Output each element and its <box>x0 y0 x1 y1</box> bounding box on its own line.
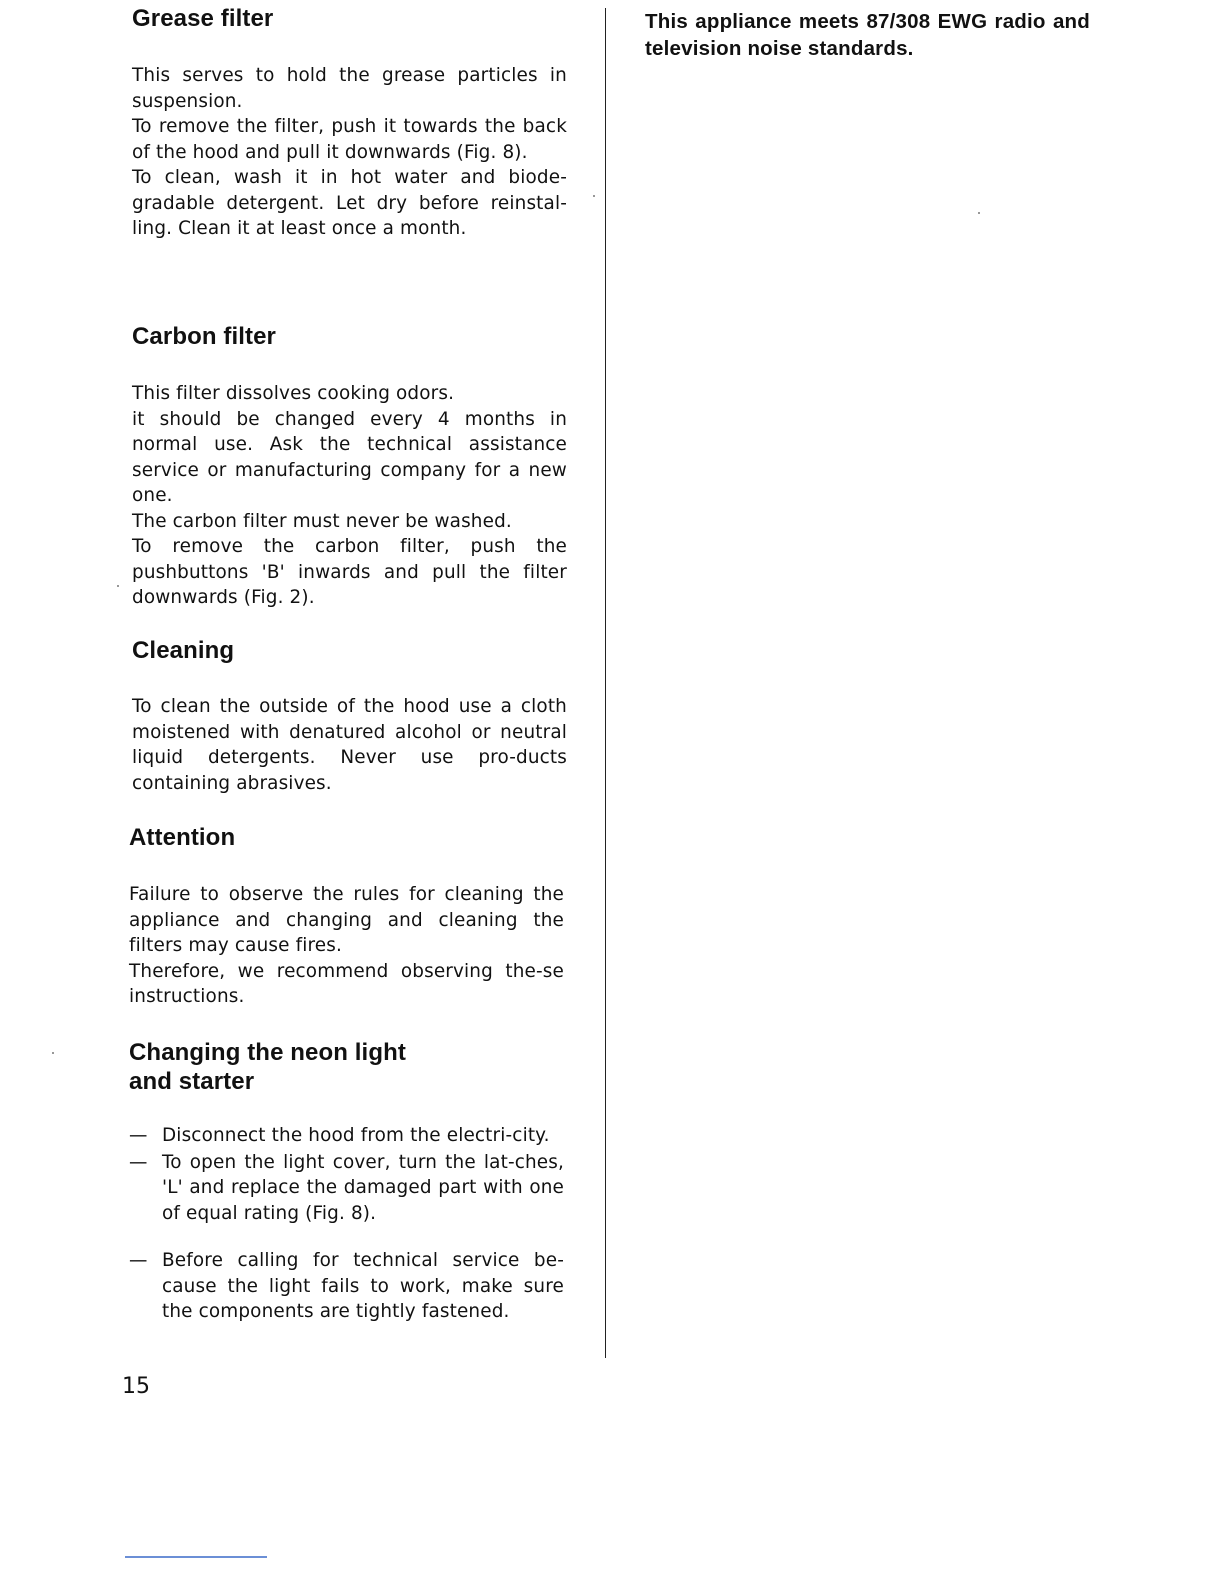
grease-filter-body <box>132 63 567 242</box>
attention-section <box>129 823 564 1010</box>
scan-speck <box>52 1052 54 1054</box>
list-item <box>129 1123 564 1149</box>
attention-heading: Attention <box>129 824 236 851</box>
column-divider <box>605 8 606 1358</box>
list-item <box>129 1248 564 1325</box>
bottom-rule <box>125 1556 267 1558</box>
cleaning-section <box>132 636 567 796</box>
neon-light-heading <box>129 1038 564 1096</box>
paragraph: it should be changed every 4 months in normal use. Ask the technical assistance service or manufacturing company for a new one. <box>132 408 567 506</box>
noise-standards-statement: This appliance meets 87/308 EWG radio and television noise standards. <box>645 10 1090 60</box>
dash-bullet: — <box>129 1151 148 1173</box>
scan-speck <box>978 212 980 214</box>
carbon-filter-heading: Carbon filter <box>132 323 276 350</box>
paragraph: To clean the outside of the hood use a cloth moistened with denatured alcohol or neutral liquid detergents. Never use pro-ducts containing abrasives. <box>132 696 567 794</box>
attention-body <box>129 882 564 1010</box>
paragraph: To remove the filter, push it towards the back of the hood and pull it downwards (Fig. 8). <box>132 116 567 163</box>
paragraph: Therefore, we recommend observing the-se instructions. <box>129 960 564 1007</box>
page-number: 15 <box>122 1374 150 1399</box>
list-item-text: Before calling for technical service be-cause the light fails to work, make sure the components are tightly fastened. <box>162 1250 564 1322</box>
neon-light-section <box>129 1038 564 1325</box>
paragraph: This serves to hold the grease particles in suspension. <box>132 65 567 112</box>
scan-speck <box>593 195 595 197</box>
dash-bullet: — <box>129 1125 148 1146</box>
paragraph: Failure to observe the rules for cleaning the appliance and changing and cleaning the filters may cause fires. <box>129 884 564 956</box>
cleaning-body <box>132 694 567 796</box>
paragraph: This filter dissolves cooking odors. <box>132 383 455 404</box>
carbon-filter-body <box>132 381 567 611</box>
dash-bullet: — <box>129 1250 148 1271</box>
heading-line: Changing the neon light <box>129 1039 406 1066</box>
grease-filter-heading: Grease filter <box>132 5 274 32</box>
right-column <box>645 8 1090 62</box>
neon-light-steps <box>129 1123 564 1325</box>
carbon-filter-section <box>132 322 567 611</box>
cleaning-heading: Cleaning <box>132 637 235 664</box>
list-item <box>129 1150 564 1227</box>
scan-speck <box>117 585 119 587</box>
paragraph: To clean, wash it in hot water and biode-gradable detergent. Let dry before reinstal-ling. Clean it at least once a month. <box>132 167 567 239</box>
list-item-text: To open the light cover, turn the lat-ches, 'L' and replace the damaged part with one of equal rating (Fig. 8). <box>162 1151 564 1224</box>
paragraph: The carbon filter must never be washed. <box>132 510 512 532</box>
paragraph: To remove the carbon filter, push the pushbuttons 'B' inwards and pull the filter downwards (Fig. 2). <box>132 536 567 608</box>
list-item-text: Disconnect the hood from the electri-city. <box>162 1125 550 1146</box>
grease-filter-section <box>132 4 567 242</box>
heading-line: and starter <box>129 1068 255 1095</box>
